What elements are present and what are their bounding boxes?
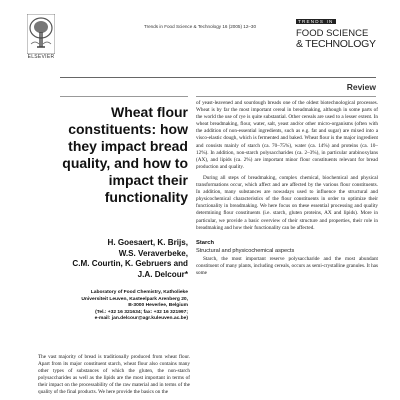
title-line: impact their	[108, 172, 188, 188]
column-rule	[196, 96, 376, 97]
journal-citation: Trends in Food Science & Technology 16 (2005) 12–30	[143, 24, 257, 29]
title-line: they impact bread	[68, 138, 188, 154]
title-rule	[60, 96, 188, 97]
author-line: J.A. Delcour*	[137, 269, 188, 279]
article-title	[60, 104, 188, 206]
section-heading: Starch	[196, 239, 215, 246]
affiliation-email: e-mail: jan.delcour@agr.kuleuven.ac.be)	[94, 316, 188, 322]
body-paragraph: of yeast-leavened and sourdough breads one of the oldest biotechnological processes. Wheat is by far the most important cereal in breadmaking, although in some parts of the world the use of rye is quite substantial. Other cereals are used to a lesser extent. In wheat breadmaking, flour, water, salt, yeast and/or other micro-organisms (often with the addition of non-essential ingredients, such as e.g. fat and sugar) are mixed into a visco-elastic dough, which is fermented and baked. Wheat flour is the major ingredient and consists mainly of starch (ca. 70–75%), water (ca. 14%) and proteins (ca. 10–12%). In addition, non-starch polysaccharides (ca. 2–3%), in particular arabinoxylans (AX), and lipids (ca. 2%) are important minor flour constituents relevant for bread production and quality.	[196, 100, 378, 170]
affiliation-line: Universiteit Leuven, Kasteelpark Arenberg 20,	[81, 296, 188, 302]
masthead-small: TRENDS IN	[298, 19, 334, 24]
journal-masthead	[296, 10, 376, 50]
abstract-text: The vast majority of bread is traditionally produced from wheat flour. Apart from its major constituent starch, wheat flour also contains many other types of substances of which the gluten, the non-starch polysaccharides as well as the lipids are the most important in terms of their impact on the processability of the raw material and in terms of the quality of the final products. We here provide the basics on the	[38, 354, 190, 396]
affiliation-line: Laboratory of Food Chemistry, Katholieke	[90, 290, 188, 295]
author-line: W.S. Veraverbeke,	[118, 248, 188, 258]
body-paragraph: Starch, the most important reserve polysaccharide and the most abundant constituent of many plants, including cereals, occurs as semi-crystalline granules. It has some	[196, 255, 378, 277]
author-line: H. Goesaert, K. Brijs,	[107, 238, 188, 247]
affiliation-line: (Tel.: +32 16 321634; fax: +32 16 321997;	[95, 309, 188, 315]
section-subheading: Structural and physicochemical aspects	[196, 247, 295, 254]
author-line: C.M. Courtin, K. Gebruers and	[72, 259, 188, 269]
publisher-name: ELSEVIER	[27, 54, 55, 60]
affiliation	[40, 290, 188, 323]
title-line: functionality	[104, 189, 188, 205]
body-paragraph: During all steps of breadmaking, complex chemical, biochemical and physical transformations occur, which affect and are affected by the various flour constituents. In addition, many substances are nowadays used to influence the structural and physicochemical characteristics of the flour constituents in order to optimize their functionality in breadmaking. We here focus on these essential processing and quality determining flour constituents (i.e. starch, gluten proteins, AX and lipids). More in particular, we provide a basic overview of their structure and properties, their role in breadmaking and how their functionality can be affected.	[196, 174, 378, 231]
title-line: quality, and how to	[62, 155, 188, 171]
masthead-line-1: FOOD SCIENCE	[296, 28, 369, 39]
header-rule	[60, 77, 376, 78]
body-column	[196, 100, 378, 277]
title-line: constituents: how	[68, 121, 188, 137]
section-label: Review	[346, 82, 376, 92]
affiliation-line: B-3000 Heverlee, Belgium	[128, 303, 188, 309]
title-line: Wheat flour	[111, 104, 188, 120]
elsevier-tree-logo-icon	[27, 14, 55, 54]
masthead-line-2: & TECHNOLOGY	[296, 38, 376, 50]
author-list	[60, 238, 188, 280]
